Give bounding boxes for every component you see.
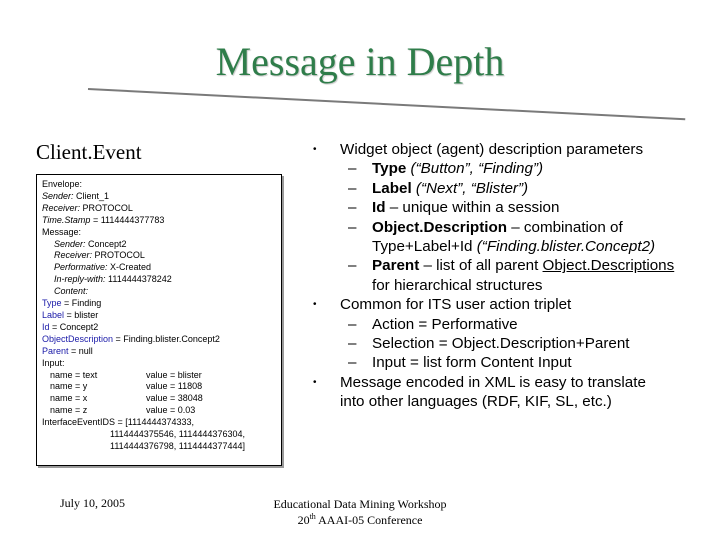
envelope-content: [42, 179, 278, 453]
sub-bullet-key: Type: [372, 160, 407, 178]
sub-bullet-text: Selection = Object.Description+Parent: [372, 335, 630, 353]
sub-bullet-text: (“Button”, “Finding”): [406, 160, 544, 178]
receiver-key: Receiver:: [42, 202, 81, 213]
message-sender-line: [42, 239, 278, 251]
dash-icon: –: [348, 335, 357, 353]
sub-bullet-text: – list of all parent: [419, 257, 543, 275]
sub-bullet-text: (“Next”, “Blister”): [411, 179, 529, 197]
input-pair: [42, 405, 278, 417]
object-description-line: [42, 334, 278, 346]
bullet-xml: [310, 373, 705, 412]
type-key: Type: [42, 298, 62, 309]
sender-value: Client_1: [73, 190, 110, 201]
footer-event: [230, 496, 490, 528]
sub-bullet-type: [310, 159, 705, 178]
input-value: value = 11808: [146, 381, 203, 392]
input-name: name = x: [50, 393, 88, 404]
id-key: Id: [42, 321, 50, 332]
interface-event-ids-line: 1114444375546, 1114444376304,: [110, 429, 245, 440]
label-key: Label: [42, 309, 65, 320]
input-pair: [42, 381, 278, 393]
input-value: value = 0.03: [146, 405, 196, 416]
bullet-icon: •: [313, 376, 317, 388]
sub-bullet-key: Object.Description: [372, 218, 508, 236]
sub-bullet-object-description: [310, 218, 705, 257]
performative-key: Performative:: [54, 262, 108, 273]
input-value: value = 38048: [146, 393, 203, 404]
message-receiver-line: [42, 250, 278, 262]
sub-bullet-selection: [310, 334, 705, 353]
slide-title: Message in Depth: [215, 39, 505, 84]
timestamp-value: = 1114444377783: [90, 214, 165, 225]
bullet-its-triplet: [310, 295, 705, 314]
bullet-text: Message encoded in XML is easy to translate: [340, 373, 646, 391]
in-reply-key: In-reply-with:: [54, 274, 106, 285]
dash-icon: –: [348, 199, 357, 217]
sub-bullet-key: Parent: [372, 257, 420, 275]
message-label: Message:: [42, 226, 82, 237]
message-receiver-key: Receiver:: [54, 250, 93, 261]
bullet-icon: •: [313, 299, 317, 311]
footer-workshop: Educational Data Mining Workshop: [273, 497, 447, 511]
type-line: [42, 298, 278, 310]
input-name: name = y: [50, 381, 88, 392]
object-description-key: ObjectDescription: [42, 333, 114, 344]
id-value: = Concept2: [49, 321, 99, 332]
in-reply-value: 1114444378242: [105, 274, 172, 285]
input-pair: [42, 370, 278, 382]
parent-value: = null: [68, 345, 93, 356]
footer-conference: [230, 512, 490, 528]
input-name: name = z: [50, 405, 88, 416]
parent-line: [42, 346, 278, 358]
dash-icon: –: [348, 179, 357, 197]
dash-icon: –: [348, 218, 357, 236]
input-value: value = blister: [146, 369, 202, 380]
parent-key: Parent: [42, 345, 69, 356]
label-value: = blister: [64, 309, 99, 320]
sub-bullet-continuation: for hierarchical structures: [372, 276, 543, 294]
timestamp-line: [42, 215, 278, 227]
sender-key: Sender:: [42, 190, 74, 201]
sub-bullet-action: [310, 315, 705, 334]
interface-event-ids-line: 1114444376798, 1114444377444]: [110, 440, 245, 451]
sub-bullet-label: [310, 179, 705, 198]
footer-ordinal: th: [309, 512, 316, 521]
sub-bullet-continuation: Type+Label+Id: [372, 238, 477, 256]
dash-icon: –: [348, 160, 357, 178]
sub-bullet-input: [310, 353, 705, 372]
receiver-value: PROTOCOL: [80, 202, 133, 213]
bullet-text-continuation: into other languages (RDF, KIF, SL, etc.): [340, 393, 612, 411]
input-label: Input:: [42, 357, 65, 368]
bullet-text: Common for ITS user action triplet: [340, 296, 572, 314]
envelope-label: Envelope:: [42, 179, 83, 189]
performative-line: [42, 262, 278, 274]
message-sender-value: Concept2: [85, 238, 127, 249]
sub-bullet-text: – combination of: [507, 218, 623, 236]
receiver-line: [42, 203, 278, 215]
sub-bullet-example: (“Finding.blister.Concept2): [476, 238, 656, 256]
dash-icon: –: [348, 315, 357, 333]
client-event-heading: Client.Event: [36, 140, 142, 164]
object-description-value: = Finding.blister.Concept2: [113, 333, 220, 344]
sub-bullet-key: Label: [372, 179, 412, 197]
dash-icon: –: [348, 257, 357, 275]
sub-bullet-text: – unique within a session: [385, 199, 560, 217]
sub-bullet-parent: [310, 256, 705, 295]
footer-date: July 10, 2005: [60, 496, 126, 510]
label-line: [42, 310, 278, 322]
input-name: name = text: [50, 369, 98, 380]
footer-conference-name: AAAI-05 Conference: [315, 513, 423, 527]
envelope-box: [36, 174, 282, 466]
bullet-widget-description: [310, 140, 705, 159]
content-label: Content:: [54, 286, 89, 297]
bullet-text: Widget object (agent) description parameters: [340, 141, 644, 158]
footer-number: 20: [297, 513, 310, 527]
sub-bullet-text: Input = list form Content Input: [372, 354, 572, 372]
bullet-icon: •: [313, 144, 317, 155]
interface-event-ids-line: InterfaceEventIDS = [1114444374333,: [42, 417, 195, 428]
input-pair: [42, 393, 278, 405]
timestamp-key: Time.Stamp: [42, 214, 91, 225]
in-reply-line: [42, 274, 278, 286]
title-underline: [88, 88, 685, 120]
sub-bullet-underlined: Object.Descriptions: [542, 257, 675, 275]
message-sender-key: Sender:: [54, 238, 86, 249]
sub-bullet-text: Action = Performative: [372, 315, 518, 333]
id-line: [42, 322, 278, 334]
message-receiver-value: PROTOCOL: [92, 250, 145, 261]
type-value: = Finding: [61, 298, 102, 309]
description-list: [310, 140, 705, 412]
sender-line: [42, 191, 278, 203]
sub-bullet-key: Id: [372, 199, 386, 217]
sub-bullet-id: [310, 198, 705, 217]
dash-icon: –: [348, 354, 357, 372]
performative-value: X-Created: [107, 262, 152, 273]
